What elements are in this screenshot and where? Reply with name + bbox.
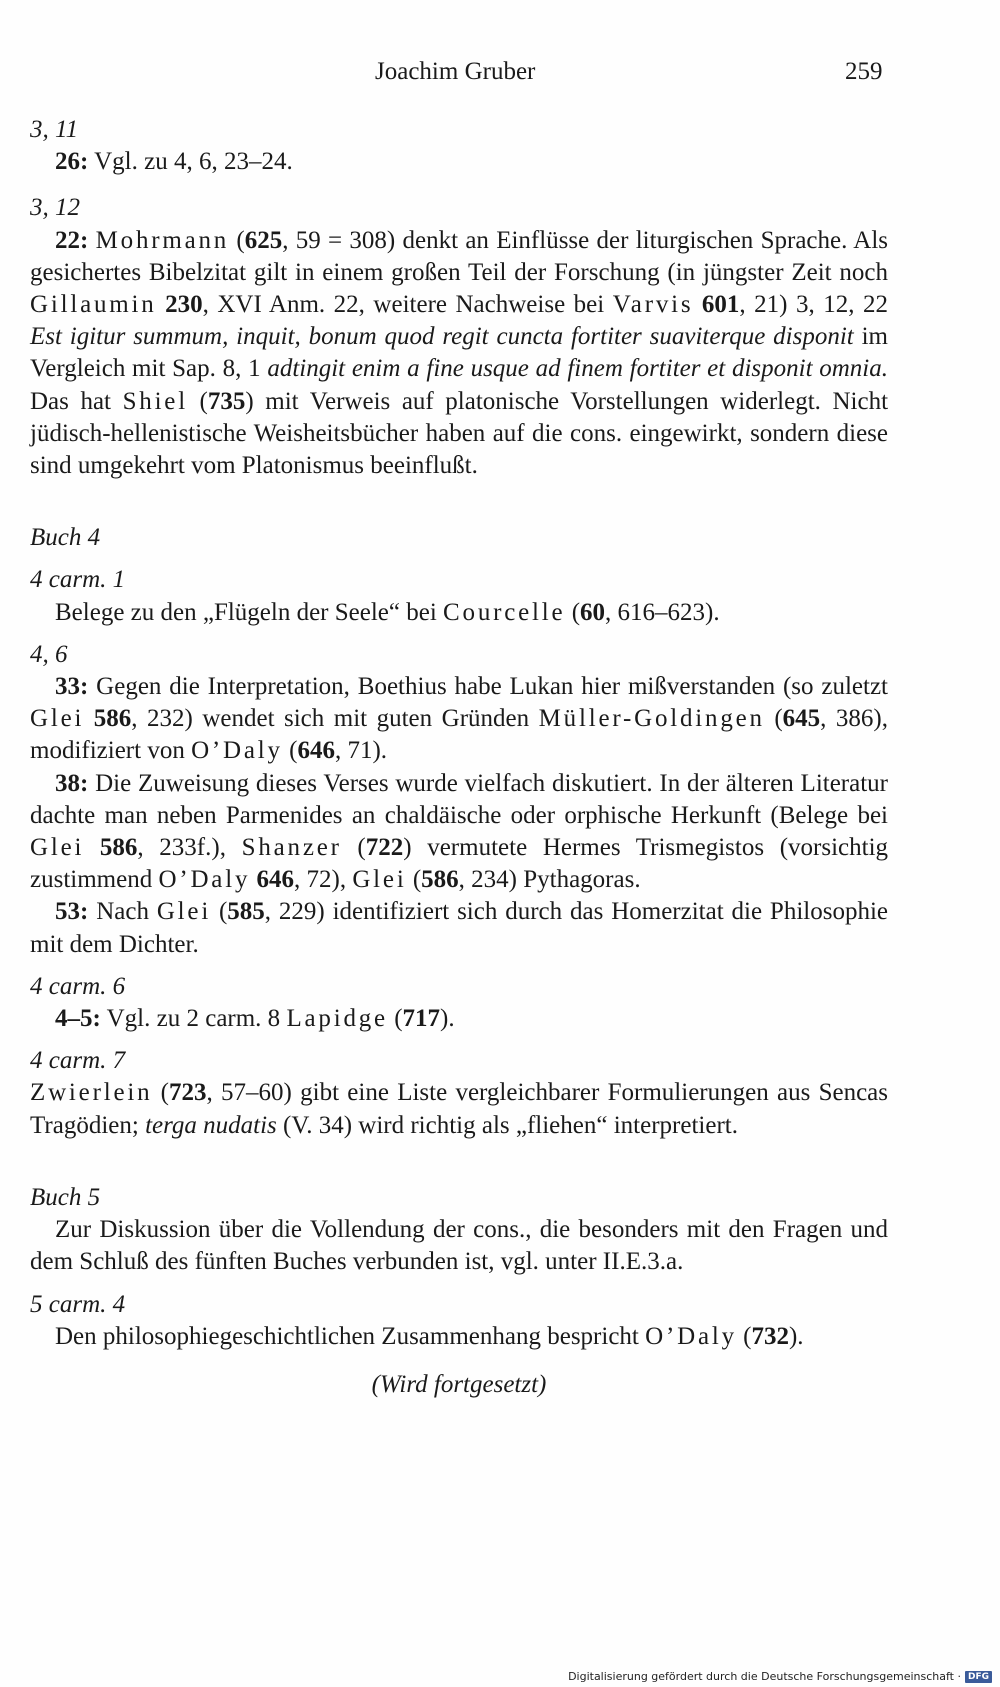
page-body (30, 114, 888, 1401)
commentary-paragraph (30, 896, 888, 960)
text: ) vermutete Hermes Trismegistos (vorsichtig zustimmend (30, 834, 889, 894)
text: ( (152, 1079, 169, 1107)
text: , 386), modifiziert von (30, 705, 888, 765)
text: , 72), (294, 866, 353, 894)
commentary-paragraph (30, 225, 888, 483)
latin-quote: adtingit enim a fine usque ad finem fortiter et disponit omnia. (267, 355, 888, 383)
text: , 616–623). (605, 598, 720, 626)
text: , XVI Anm. 22, weitere Nachweise bei (202, 291, 613, 319)
line-label: 38: (55, 769, 89, 797)
bibliography-number: 645 (782, 705, 821, 733)
commentary-paragraph (30, 768, 888, 897)
bibliography-number: 586 (93, 705, 132, 733)
digitization-footer (568, 1670, 992, 1683)
text: , 233f.), (137, 834, 242, 862)
bibliography-number: 230 (165, 291, 203, 319)
line-label: 4–5: (55, 1005, 101, 1033)
cited-author: O’Daly (191, 737, 283, 765)
text (84, 705, 94, 732)
text (88, 227, 95, 254)
cited-author: Lapidge (286, 1005, 388, 1033)
line-label: 33: (55, 673, 89, 701)
text: , 57–60) gibt eine Liste vergleichbarer Formulierungen aus Sencas Tragödien; (30, 1079, 889, 1139)
running-head-author: Joachim Gruber (375, 58, 536, 85)
cited-author: Müller-Goldingen (538, 705, 765, 733)
text: , 59 = 308) denkt an Einflüsse der liturgischen Sprache. Als gesichertes Bibelzitat gilt in einem großen Teil der Forschung (in jüngster Zeit noch (30, 226, 888, 286)
cited-author: Glei (30, 834, 85, 862)
text: Belege zu den „Flügeln der Seele“ bei (55, 598, 444, 626)
text: Zur Diskussion über die Vollendung der cons., die besonders mit den Fragen und dem Schluß des fünften Buches verbunden ist, vgl. unter II.E.3.a. (30, 1216, 888, 1276)
text: ( (341, 834, 366, 862)
bibliography-number: 717 (402, 1005, 441, 1033)
cited-author: Gillaumin (30, 291, 157, 319)
reference-heading: 4 carm. 6 (30, 972, 126, 1000)
bibliography-number: 60 (580, 598, 606, 626)
text: ). (440, 1005, 455, 1033)
text: Vgl. zu 4, 6, 23–24. (88, 148, 293, 176)
cited-author: Glei (156, 898, 212, 926)
text: ( (282, 737, 298, 765)
text: Das hat (30, 387, 123, 415)
text: , 232) wendet sich mit guten Gründen (131, 705, 539, 733)
reference-heading: 4 carm. 7 (30, 1047, 126, 1075)
text: Den philosophiegeschichtlichen Zusammenhang bespricht (55, 1322, 646, 1350)
cited-author: Shanzer (241, 834, 342, 862)
continued-note: (Wird fortgesetzt) (371, 1370, 547, 1398)
cited-author: Mohrmann (95, 226, 230, 254)
text (157, 291, 166, 318)
text: (V. 34) wird richtig als „fliehen“ interpretiert. (276, 1111, 738, 1139)
bibliography-number: 601 (701, 291, 740, 319)
commentary-paragraph (30, 1003, 888, 1035)
text: Nach (88, 898, 157, 926)
text: , 229) identifiziert sich durch das Homerzitat die Philosophie mit dem Dichter. (30, 898, 889, 958)
commentary-paragraph (30, 1077, 888, 1141)
reference-heading: 4 carm. 1 (30, 566, 126, 594)
commentary-paragraph (30, 1321, 888, 1353)
cited-author: Glei (352, 866, 407, 894)
text: ( (764, 705, 783, 733)
page-number: 259 (845, 58, 883, 85)
line-label: 26: (55, 148, 89, 176)
text: ( (387, 1005, 403, 1033)
bibliography-number: 723 (169, 1079, 207, 1107)
cited-author: Shiel (122, 387, 188, 415)
footer-credit: Digitalisierung gefördert durch die Deutsche Forschungsgemeinschaft · (568, 1670, 961, 1683)
cited-author: Varvis (612, 291, 694, 319)
text: ( (565, 598, 581, 626)
bibliography-number: 646 (297, 737, 335, 765)
text: ( (736, 1322, 752, 1350)
text (693, 291, 702, 318)
text: ) mit Verweis auf platonische Vorstellungen widerlegt. Nicht jüdisch-hellenistische Weisheitsbücher haben auf die cons. eingewirkt, sondern diese sind umgekehrt vom Platonismus beeinflußt. (30, 387, 889, 480)
cited-author: Courcelle (443, 598, 566, 626)
text: ( (229, 226, 245, 254)
dfg-logo: DFG (965, 1671, 992, 1683)
text: Die Zuweisung dieses Verses wurde vielfach diskutiert. In der älteren Literatur dachte man neben Parmenides an chaldäische oder orphische Herkunft (Belege bei (30, 769, 888, 829)
commentary-paragraph (30, 1214, 888, 1278)
cited-author: O’Daly (645, 1322, 737, 1350)
bibliography-number: 646 (256, 866, 294, 894)
bibliography-number: 585 (227, 898, 265, 926)
text: , 234) Pythagoras. (458, 866, 641, 894)
commentary-paragraph (30, 671, 888, 768)
text: , 21) 3, 12, 22 (739, 291, 889, 319)
cited-author: Zwierlein (30, 1079, 153, 1107)
commentary-paragraph (30, 597, 888, 629)
text: , 71). (334, 737, 388, 765)
reference-heading: 3, 11 (30, 116, 79, 143)
cited-author: O’Daly (158, 866, 251, 894)
line-label: 53: (55, 898, 89, 926)
text: ( (211, 898, 228, 926)
cited-author: Glei (30, 705, 85, 733)
text: Vgl. zu 2 carm. 8 (100, 1005, 287, 1033)
bibliography-number: 586 (99, 834, 138, 862)
latin-quote: Est igitur summum, inquit, bonum quod regit cuncta fortiter suaviterque disponit (30, 323, 854, 351)
text (84, 834, 100, 861)
text: ). (788, 1322, 804, 1350)
reference-heading: 4, 6 (30, 640, 68, 668)
book-heading: Buch 5 (30, 1183, 101, 1211)
text: im Vergleich mit Sap. 8, 1 (30, 323, 888, 383)
text: ( (187, 387, 208, 415)
text: ( (406, 866, 422, 894)
text: Gegen die Interpretation, Boethius habe Lukan hier mißverstanden (so zuletzt (88, 673, 888, 701)
bibliography-number: 732 (751, 1322, 789, 1350)
bibliography-number: 722 (365, 834, 404, 862)
reference-heading: 3, 12 (30, 194, 80, 222)
bibliography-number: 735 (207, 387, 246, 415)
bibliography-number: 586 (421, 866, 459, 894)
line-label: 22: (55, 226, 89, 254)
reference-heading: 5 carm. 4 (30, 1290, 126, 1318)
book-heading: Buch 4 (30, 524, 101, 552)
latin-quote: terga nudatis (145, 1111, 277, 1139)
bibliography-number: 625 (244, 226, 283, 254)
commentary-paragraph (30, 146, 888, 178)
